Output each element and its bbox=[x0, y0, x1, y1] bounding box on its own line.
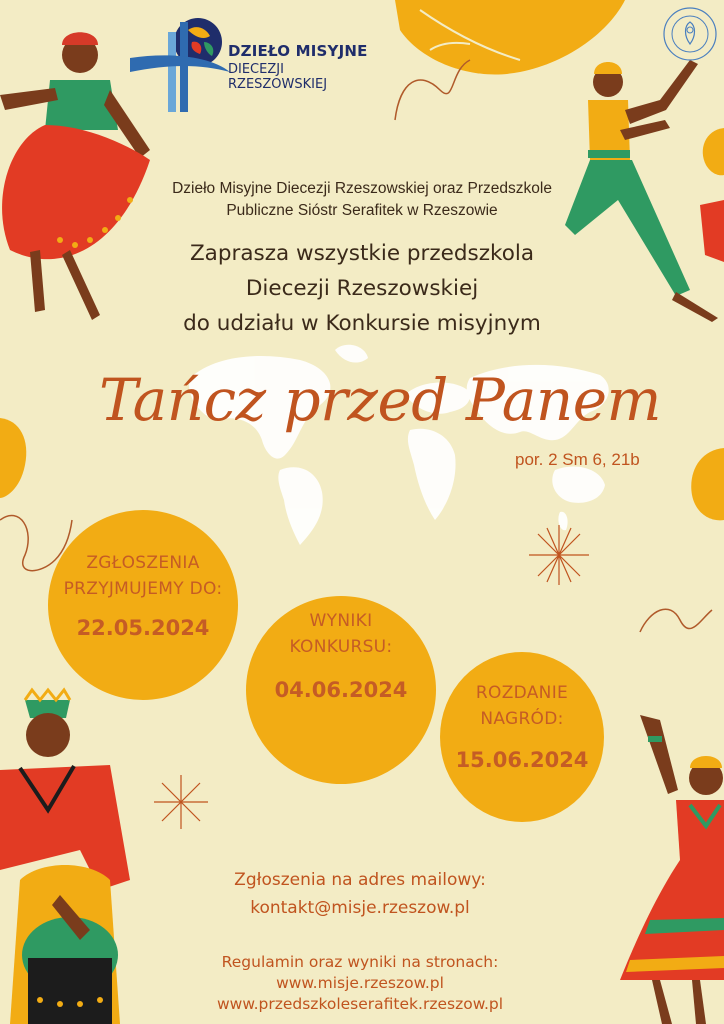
invite-line-2: Diecezji Rzeszowskiej bbox=[245, 276, 479, 301]
right-blob bbox=[691, 448, 724, 520]
contact-label: Zgłoszenia na adres mailowy: bbox=[234, 870, 486, 890]
results-label-1: WYNIKI bbox=[309, 611, 373, 631]
rules-url-misje[interactable]: www.misje.rzeszow.pl bbox=[276, 974, 444, 992]
sparkle-right bbox=[529, 525, 589, 585]
bible-reference: por. 2 Sm 6, 21b bbox=[515, 450, 640, 469]
results-label-2: KONKURSU: bbox=[289, 637, 393, 657]
rules-section bbox=[150, 952, 570, 1015]
mission-logo bbox=[130, 12, 370, 112]
awards-date: 15.06.2024 bbox=[455, 748, 589, 772]
results-circle bbox=[246, 596, 436, 784]
contact-section bbox=[160, 866, 560, 922]
rules-label: Regulamin oraz wyniki na stronach: bbox=[221, 953, 499, 971]
left-blob bbox=[0, 418, 26, 498]
deadline-label-2: PRZYJMUJEMY DO: bbox=[63, 579, 223, 599]
logo-subtitle: DIECEZJI RZESZOWSKIEJ bbox=[228, 62, 328, 92]
invite-line-3: do udziału w Konkursie misyjnym bbox=[183, 311, 541, 336]
invite-line-1: Zaprasza wszystkie przedszkola bbox=[189, 241, 535, 266]
contact-email-link[interactable]: kontakt@misje.rzeszow.pl bbox=[250, 898, 470, 918]
squiggle-right bbox=[640, 609, 712, 632]
logo-title: DZIEŁO MISYJNE bbox=[228, 42, 368, 60]
deadline-label-1: ZGŁOSZENIA bbox=[86, 553, 200, 573]
drummer-bottom-left bbox=[0, 690, 130, 1024]
globe-cross-logo-icon bbox=[130, 12, 230, 112]
deadline-circle bbox=[48, 510, 238, 700]
results-date: 04.06.2024 bbox=[274, 678, 408, 702]
awards-circle bbox=[440, 652, 604, 822]
sisters-seal-icon bbox=[660, 4, 720, 64]
intro-line-2: Publiczne Sióstr Serafitek w Rzeszowie bbox=[226, 202, 498, 219]
awards-label-1: ROZDANIE bbox=[475, 683, 569, 703]
right-blob-top bbox=[703, 128, 724, 175]
invitation-text bbox=[92, 236, 632, 341]
rules-url-serafitki[interactable]: www.przedszkoleserafitek.rzeszow.pl bbox=[216, 995, 504, 1013]
contest-title: Tańcz przed Panem bbox=[98, 366, 662, 434]
top-blob bbox=[395, 0, 625, 74]
intro-text bbox=[120, 178, 604, 222]
awards-label-2: NAGRÓD: bbox=[480, 709, 564, 729]
deadline-date: 22.05.2024 bbox=[76, 616, 210, 640]
sparkle-left bbox=[154, 775, 208, 829]
dancer-bottom-right bbox=[620, 715, 724, 1024]
intro-line-1: Dzieło Misyjne Diecezji Rzeszowskiej oraz Przedszkole bbox=[172, 180, 552, 197]
